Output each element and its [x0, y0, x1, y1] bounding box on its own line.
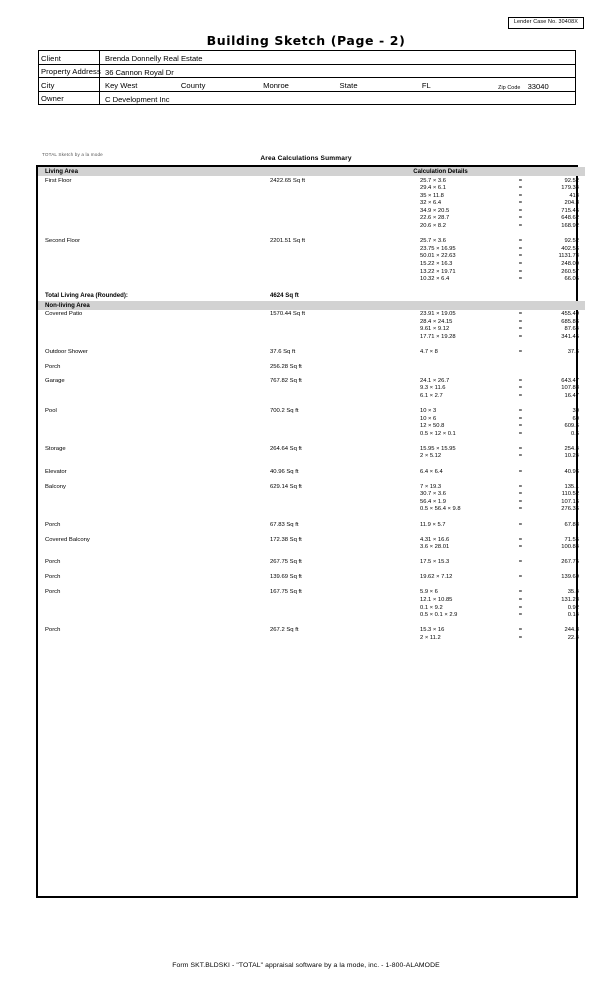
detail-result: 1131.73: [558, 253, 579, 260]
detail-result: 30: [572, 407, 579, 414]
detail-result: 139.69: [561, 574, 579, 581]
detail-row: [420, 559, 585, 567]
detail-equals: =: [518, 491, 523, 498]
item-name: Porch: [45, 627, 61, 634]
detail-result: 402.56: [561, 245, 579, 252]
detail-expression: 0.5 × 12 × 0.1: [420, 430, 456, 437]
table-row: [38, 237, 585, 284]
detail-equals: =: [518, 245, 523, 252]
detail-expression: 20.6 × 8.2: [420, 223, 446, 230]
detail-equals: =: [518, 559, 523, 566]
item-name: Porch: [45, 589, 61, 596]
detail-list: [420, 446, 585, 461]
item-name: Second Floor: [45, 238, 81, 245]
detail-list: [420, 469, 585, 477]
detail-expression: 10 × 3: [420, 407, 437, 414]
detail-expression: 0.5 × 0.1 × 2.9: [420, 612, 458, 619]
item-name: Porch: [45, 559, 61, 566]
detail-row: [420, 491, 585, 499]
detail-expression: 30.7 × 3.6: [420, 491, 446, 498]
table-row: [38, 176, 585, 231]
item-name: Elevator: [45, 468, 67, 475]
detail-list: [420, 574, 585, 582]
detail-row: [420, 246, 585, 254]
detail-row: [420, 416, 585, 424]
detail-equals: =: [518, 349, 523, 356]
detail-result: 35.4: [567, 589, 579, 596]
table-row: [38, 520, 585, 529]
detail-equals: =: [518, 276, 523, 283]
detail-result: 131.28: [561, 597, 579, 604]
client-value: Brenda Donnelly Real Estate: [100, 51, 576, 65]
detail-result: 260.57: [561, 268, 579, 275]
detail-list: [420, 178, 585, 231]
city-value: Key West: [100, 78, 179, 92]
detail-list: [420, 559, 585, 567]
detail-result: 67.83: [564, 521, 579, 528]
detail-equals: =: [518, 318, 523, 325]
detail-expression: 0.1 × 9.2: [420, 604, 443, 611]
item-area: 1570.44 Sq ft: [270, 311, 306, 318]
detail-expression: 4.31 × 16.6: [420, 536, 450, 543]
detail-list: [420, 238, 585, 284]
detail-equals: =: [518, 423, 523, 430]
detail-equals: =: [518, 483, 523, 490]
state-value: FL: [417, 78, 496, 92]
item-area: 267.75 Sq ft: [270, 559, 302, 566]
table-row: [38, 348, 585, 357]
item-details: [420, 310, 585, 342]
table-row: [38, 406, 585, 438]
item-area: 629.14 Sq ft: [270, 483, 302, 490]
item-name: Garage: [45, 377, 65, 384]
detail-result: 92.52: [564, 238, 579, 245]
detail-row: [420, 589, 585, 597]
detail-expression: 28.4 × 24.15: [420, 318, 453, 325]
item-details: [420, 348, 585, 357]
detail-equals: =: [518, 574, 523, 581]
item-area: 37.6 Sq ft: [270, 349, 296, 356]
table-row: [38, 535, 585, 552]
detail-row: [420, 453, 585, 461]
item-area: 2422.65 Sq ft: [270, 177, 306, 184]
area-calculations-summary-title: Area Calculations Summary: [260, 155, 352, 162]
detail-list: [420, 484, 585, 514]
item-area: 172.38 Sq ft: [270, 536, 302, 543]
owner-value: C Development Inc: [100, 91, 576, 105]
detail-row: [420, 185, 585, 193]
detail-expression: 22.6 × 28.7: [420, 215, 450, 222]
item-area: 700.2 Sq ft: [270, 407, 299, 414]
detail-row: [420, 605, 585, 613]
table-row-city: [39, 78, 576, 92]
detail-expression: 10 × 6: [420, 415, 437, 422]
item-details: [420, 363, 585, 371]
table-row: [38, 467, 585, 476]
page-title: Building Sketch (Page - 2): [206, 33, 406, 48]
item-area: 67.83 Sq ft: [270, 521, 299, 528]
item-name: Storage: [45, 445, 66, 452]
detail-result: 413: [569, 192, 579, 199]
item-area: 767.82 Sq ft: [270, 377, 302, 384]
detail-expression: 9.3 × 11.6: [420, 385, 446, 392]
item-details: [420, 535, 585, 552]
item-details: [420, 444, 585, 461]
detail-row: [420, 537, 585, 545]
client-label: Client: [39, 51, 100, 65]
item-area: 264.64 Sq ft: [270, 445, 302, 452]
detail-equals: =: [518, 392, 523, 399]
item-name: First Floor: [45, 177, 72, 184]
detail-row: [420, 349, 585, 357]
detail-expression: 29.4 × 6.1: [420, 185, 446, 192]
item-details: [420, 558, 585, 567]
detail-list: [420, 378, 585, 401]
detail-expression: 7 × 19.3: [420, 483, 442, 490]
detail-row: [420, 484, 585, 492]
item-name: Outdoor Shower: [45, 349, 88, 356]
non-living-area-header: Non-living Area: [38, 301, 270, 310]
detail-result: 135.1: [564, 483, 579, 490]
detail-row: [420, 334, 585, 342]
detail-equals: =: [518, 597, 523, 604]
detail-expression: 0.5 × 56.4 × 9.8: [420, 506, 461, 513]
detail-equals: =: [518, 430, 523, 437]
sketch-content-frame: [36, 165, 578, 898]
detail-result: 254.4: [564, 445, 579, 452]
detail-result: 60: [572, 415, 579, 422]
item-name: Porch: [45, 364, 61, 371]
detail-expression: 23.91 × 19.05: [420, 311, 456, 318]
detail-equals: =: [518, 385, 523, 392]
item-area: 40.96 Sq ft: [270, 468, 299, 475]
detail-equals: =: [518, 415, 523, 422]
detail-row: [420, 544, 585, 552]
table-row: [38, 558, 585, 567]
detail-equals: =: [518, 589, 523, 596]
detail-row: [420, 431, 585, 439]
detail-result: 37.6: [567, 349, 579, 356]
detail-expression: 19.62 × 7.12: [420, 574, 453, 581]
detail-result: 0.92: [567, 604, 579, 611]
county-label: County: [179, 78, 258, 92]
detail-result: 643.47: [561, 377, 579, 384]
detail-expression: 11.9 × 5.7: [420, 521, 446, 528]
detail-equals: =: [518, 453, 523, 460]
detail-result: 715.45: [561, 207, 579, 214]
detail-equals: =: [518, 407, 523, 414]
detail-row: [420, 635, 585, 643]
detail-expression: 15.3 × 16: [420, 627, 445, 634]
detail-list: [420, 627, 585, 642]
total-living-area-row: [38, 290, 585, 301]
item-name: Balcony: [45, 483, 66, 490]
detail-list: [420, 589, 585, 619]
detail-result: 66.05: [564, 276, 579, 283]
detail-result: 244.8: [564, 627, 579, 634]
state-label: State: [337, 78, 416, 92]
detail-row: [420, 200, 585, 208]
item-name: Covered Balcony: [45, 536, 90, 543]
detail-expression: 2 × 5.12: [420, 453, 442, 460]
detail-expression: 13.22 × 19.71: [420, 268, 456, 275]
item-area: 2201.51 Sq ft: [270, 238, 306, 245]
zip-value: 33040: [527, 81, 549, 91]
detail-result: 455.49: [561, 311, 579, 318]
table-row-property-address: [39, 64, 576, 78]
detail-equals: =: [518, 311, 523, 318]
detail-expression: 25.7 × 3.6: [420, 177, 446, 184]
detail-equals: =: [518, 498, 523, 505]
detail-row: [420, 469, 585, 477]
item-details: [420, 237, 585, 284]
area-calculations-table: [38, 167, 585, 643]
detail-expression: 25.7 × 3.6: [420, 238, 446, 245]
detail-equals: =: [518, 468, 523, 475]
detail-equals: =: [518, 268, 523, 275]
detail-result: 179.34: [561, 185, 579, 192]
table-row: [38, 376, 585, 400]
item-name: Covered Patio: [45, 311, 83, 318]
item-details: [420, 376, 585, 400]
detail-row: [420, 208, 585, 216]
detail-equals: =: [518, 326, 523, 333]
detail-equals: =: [518, 506, 523, 513]
lender-case-number: Lender Case No. 30408X: [508, 17, 584, 29]
detail-equals: =: [518, 612, 523, 619]
detail-row: [420, 612, 585, 620]
item-details: [420, 588, 585, 620]
detail-row: [420, 385, 585, 393]
total-sketch-watermark: TOTAL Sketch by a la mode: [42, 152, 103, 157]
detail-expression: 10.32 × 6.4: [420, 276, 450, 283]
detail-result: 40.96: [564, 468, 579, 475]
detail-equals: =: [518, 536, 523, 543]
detail-equals: =: [518, 377, 523, 384]
detail-equals: =: [518, 185, 523, 192]
detail-row: [420, 506, 585, 514]
item-area: 256.28 Sq ft: [270, 364, 302, 371]
detail-list: [420, 537, 585, 552]
property-address-value: 36 Cannon Royal Dr: [100, 64, 576, 78]
detail-row: [420, 269, 585, 277]
detail-row: [420, 393, 585, 401]
detail-equals: =: [518, 544, 523, 551]
detail-result: 107.88: [561, 385, 579, 392]
item-details: [420, 626, 585, 643]
item-area: 139.69 Sq ft: [270, 574, 302, 581]
detail-row: [420, 522, 585, 530]
detail-result: 100.84: [561, 544, 579, 551]
detail-list: [420, 522, 585, 530]
detail-row: [420, 319, 585, 327]
detail-row: [420, 276, 585, 284]
detail-row: [420, 193, 585, 201]
detail-list: [420, 408, 585, 438]
detail-row: [420, 215, 585, 223]
detail-row: [420, 423, 585, 431]
detail-equals: =: [518, 207, 523, 214]
detail-equals: =: [518, 215, 523, 222]
detail-equals: =: [518, 200, 523, 207]
detail-row: [420, 574, 585, 582]
total-living-area-label: Total Living Area (Rounded):: [45, 291, 128, 299]
item-name: Porch: [45, 574, 61, 581]
detail-expression: 6.4 × 6.4: [420, 468, 443, 475]
detail-row: [420, 597, 585, 605]
item-name: Porch: [45, 521, 61, 528]
table-row: [38, 482, 585, 514]
property-address-label: Property Address: [39, 64, 100, 78]
detail-equals: =: [518, 223, 523, 230]
detail-expression: 35 × 11.8: [420, 192, 444, 199]
detail-equals: =: [518, 627, 523, 634]
table-row: [38, 573, 585, 582]
detail-result: 0.14: [567, 612, 579, 619]
detail-expression: 24.1 × 26.7: [420, 377, 450, 384]
detail-expression: 4.7 × 8: [420, 349, 438, 356]
table-row: [38, 444, 585, 461]
section-header-non-living-area: [38, 301, 585, 310]
item-details: [420, 176, 585, 231]
detail-result: 110.52: [561, 491, 579, 498]
table-row: [38, 588, 585, 620]
detail-equals: =: [518, 253, 523, 260]
detail-result: 341.45: [561, 334, 579, 340]
detail-result: 648.62: [561, 215, 579, 222]
detail-row: [420, 446, 585, 454]
detail-row: [420, 238, 585, 246]
table-row-owner: [39, 91, 576, 105]
detail-row: [420, 378, 585, 386]
detail-row: [420, 178, 585, 186]
item-details: [420, 482, 585, 514]
detail-expression: 9.61 × 9.12: [420, 326, 450, 333]
item-details: [420, 520, 585, 529]
item-area: 267.2 Sq ft: [270, 627, 299, 634]
table-row: [38, 310, 585, 342]
detail-equals: =: [518, 192, 523, 199]
section-header-living-area: [38, 167, 585, 176]
zip-label: Zip Code: [498, 84, 521, 91]
detail-result: 92.52: [564, 177, 579, 184]
detail-equals: =: [518, 604, 523, 611]
detail-row: [420, 408, 585, 416]
item-area: 167.75 Sq ft: [270, 589, 302, 596]
detail-expression: 17.71 × 19.28: [420, 334, 456, 340]
detail-row: [420, 253, 585, 261]
detail-expression: 5.9 × 6: [420, 589, 438, 596]
table-row: [38, 626, 585, 643]
detail-expression: 3.6 × 28.01: [420, 544, 450, 551]
table-row-client: [39, 51, 576, 65]
detail-expression: 6.1 × 2.7: [420, 392, 443, 399]
detail-expression: 34.9 × 20.5: [420, 207, 450, 214]
detail-expression: 15.95 × 15.95: [420, 445, 456, 452]
detail-result: 685.86: [561, 318, 579, 325]
detail-equals: =: [518, 238, 523, 245]
detail-result: 87.64: [564, 326, 579, 333]
detail-row: [420, 499, 585, 507]
form-footer: Form SKT.BLDSKI - "TOTAL" appraisal software by a la mode, inc. - 1-800-ALAMODE: [172, 962, 440, 969]
detail-expression: 12 × 50.8: [420, 423, 445, 430]
detail-result: 267.75: [561, 559, 579, 566]
detail-row: [420, 261, 585, 269]
living-area-header: Living Area: [38, 167, 270, 176]
detail-row: [420, 311, 585, 319]
item-name: Pool: [45, 407, 57, 414]
detail-equals: =: [518, 445, 523, 452]
detail-result: 168.92: [561, 223, 579, 230]
detail-expression: 56.4 × 1.9: [420, 498, 446, 505]
detail-expression: 12.1 × 10.85: [420, 597, 453, 604]
property-info-table: [38, 50, 576, 105]
detail-result: 204.8: [564, 200, 579, 207]
detail-equals: =: [518, 521, 523, 528]
owner-label: Owner: [39, 91, 100, 105]
detail-equals: =: [518, 177, 523, 184]
detail-result: 16.47: [564, 392, 579, 399]
detail-expression: 32 × 6.4: [420, 200, 442, 207]
detail-equals: =: [518, 334, 523, 340]
detail-row: [420, 627, 585, 635]
county-value: Monroe: [258, 78, 337, 92]
table-row: [38, 363, 585, 371]
calculation-details-header: Calculation Details: [420, 167, 585, 176]
detail-result: 248.09: [561, 260, 579, 267]
city-label: City: [39, 78, 100, 92]
detail-list: [420, 311, 585, 341]
detail-expression: 23.75 × 16.95: [420, 245, 456, 252]
zip-cell: [496, 78, 575, 92]
total-living-area-value: 4624 Sq ft: [270, 291, 299, 299]
detail-expression: 50.01 × 22.63: [420, 253, 456, 260]
detail-result: 609.6: [564, 423, 579, 430]
detail-expression: 17.5 × 15.3: [420, 559, 450, 566]
detail-result: 0.6: [570, 430, 579, 437]
item-details: [420, 406, 585, 438]
detail-result: 276.36: [561, 506, 579, 513]
detail-row: [420, 223, 585, 231]
detail-result: 10.24: [564, 453, 579, 460]
detail-row: [420, 326, 585, 334]
detail-expression: 2 × 11.2: [420, 634, 441, 641]
detail-result: 22.4: [567, 634, 579, 641]
detail-result: 107.16: [561, 498, 579, 505]
detail-equals: =: [518, 634, 523, 641]
detail-equals: =: [518, 260, 523, 267]
detail-list: [420, 349, 585, 357]
item-details: [420, 573, 585, 582]
detail-expression: 15.22 × 16.3: [420, 260, 453, 267]
detail-result: 71.55: [564, 536, 579, 543]
item-details: [420, 467, 585, 476]
